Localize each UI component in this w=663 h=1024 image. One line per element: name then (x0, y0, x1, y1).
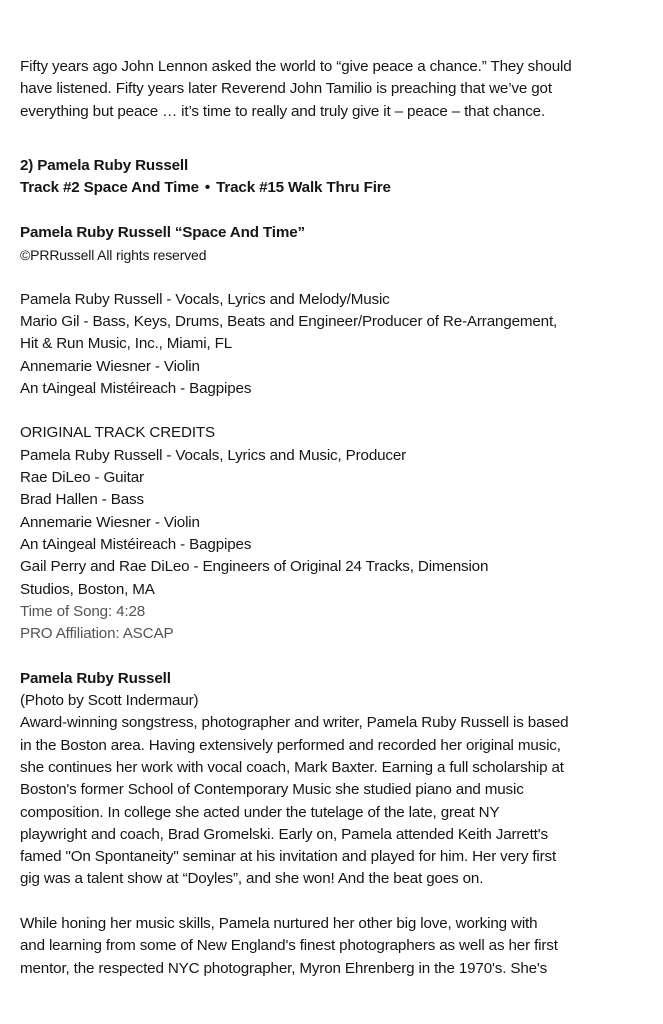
spacer (20, 400, 650, 422)
bio-line: playwright and coach, Brad Gromelski. Early on, Pamela attended Keith Jarrett's (20, 825, 548, 843)
original-credit-line: Studios, Boston, MA (20, 580, 155, 598)
track-a: Track #2 Space And Time (20, 179, 199, 197)
credit-line: Pamela Ruby Russell - Vocals, Lyrics and Melody/Music (20, 290, 390, 308)
original-credits (20, 422, 650, 645)
bio-paragraph-1 (20, 712, 650, 890)
bio-line: famed "On Spontaneity" seminar at his invitation and played for him. Her very first (20, 848, 557, 866)
bio-line: she continues her work with vocal coach, Mark Baxter. Earning a full scholarship at (20, 758, 564, 776)
credit-line: Mario Gil - Bass, Keys, Drums, Beats and Engineer/Producer of Re-Arrangement, (20, 312, 558, 330)
track-line (20, 177, 650, 199)
section-heading: 2) Pamela Ruby Russell (20, 156, 189, 174)
original-credit-line: Rae DiLeo - Guitar (20, 469, 144, 487)
credit-line: Hit & Run Music, Inc., Miami, FL (20, 335, 233, 353)
original-credit-line: Pamela Ruby Russell - Vocals, Lyrics and Music, Producer (20, 446, 407, 464)
pro-affiliation: PRO Affiliation: ASCAP (20, 625, 174, 643)
credit-line: An tAingeal Mistéireach - Bagpipes (20, 379, 252, 397)
intro-paragraph (20, 56, 650, 123)
intro-line: everything but peace … it’s time to really and truly give it – peace – that chance. (20, 102, 546, 120)
bio-line: composition. In college she acted under the tutelage of the late, great NY (20, 803, 500, 821)
spacer (20, 123, 650, 155)
spacer (20, 266, 650, 288)
spacer (20, 891, 650, 913)
bio-section (20, 668, 650, 980)
bio-name: Pamela Ruby Russell (20, 669, 171, 687)
original-credit-line: Brad Hallen - Bass (20, 491, 144, 509)
original-credit-line: Annemarie Wiesner - Violin (20, 513, 200, 531)
bio-line: mentor, the respected NYC photographer, Myron Ehrenberg in the 1970's. She's (20, 959, 548, 977)
track-b: Track #15 Walk Thru Fire (216, 179, 391, 197)
credit-line: Annemarie Wiesner - Violin (20, 357, 200, 375)
credits-list (20, 289, 650, 400)
original-credit-line: An tAingeal Mistéireach - Bagpipes (20, 535, 252, 553)
bio-line: While honing her music skills, Pamela nurtured her other big love, working with (20, 914, 538, 932)
song-header (20, 222, 650, 267)
bio-line: in the Boston area. Having extensively performed and recorded her original music, (20, 736, 561, 754)
bio-line: Award-winning songstress, photographer and writer, Pamela Ruby Russell is based (20, 714, 569, 732)
spacer (20, 199, 650, 221)
document-page (20, 56, 650, 980)
bio-paragraph-2 (20, 913, 650, 980)
bio-line: Boston's former School of Contemporary Music she studied piano and music (20, 781, 524, 799)
song-title: Pamela Ruby Russell “Space And Time” (20, 223, 305, 241)
song-time: Time of Song: 4:28 (20, 602, 146, 620)
intro-line: have listened. Fifty years later Reverend John Tamilio is preaching that we’ve got (20, 80, 552, 98)
bio-line: and learning from some of New England's finest photographers as well as her first (20, 937, 558, 955)
section-header (20, 155, 650, 200)
bullet-separator: • (204, 179, 211, 197)
copyright-line: ©PRRussell All rights reserved (20, 247, 207, 264)
original-credits-heading: ORIGINAL TRACK CREDITS (20, 424, 216, 442)
spacer (20, 645, 650, 667)
original-credit-line: Gail Perry and Rae DiLeo - Engineers of Original 24 Tracks, Dimension (20, 558, 489, 576)
bio-line: gig was a talent show at “Doyles”, and she won! And the beat goes on. (20, 870, 484, 888)
photo-credit: (Photo by Scott Indermaur) (20, 692, 199, 710)
intro-line: Fifty years ago John Lennon asked the world to “give peace a chance.” They should (20, 58, 572, 75)
